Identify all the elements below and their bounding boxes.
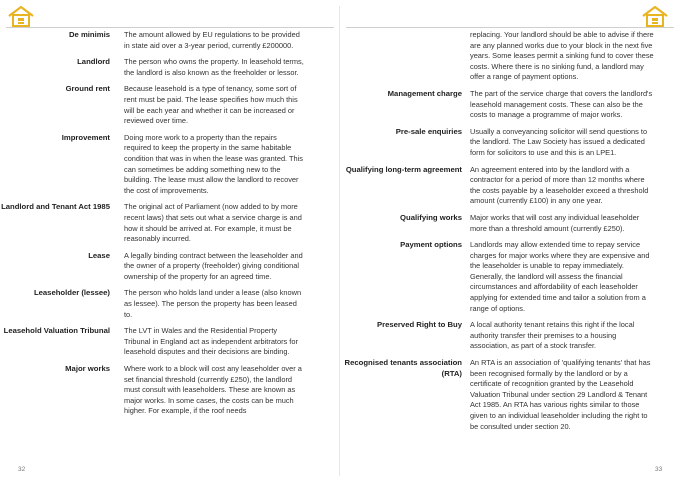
glossary-entry xyxy=(0,326,304,358)
glossary-entry xyxy=(340,358,654,432)
header-rule xyxy=(346,27,674,28)
glossary-definition: The person who owns the property. In leasehold terms, the landlord is also known as the freeholder or lessor. xyxy=(124,57,304,77)
house-logo-icon xyxy=(640,4,670,28)
glossary-definition: replacing. Your landlord should be able to advise if there are any planned works due to your block in the next five years. Some leases permit a sinking fund to cover these costs. Where there is no sinking fund, a landlord may offer a range of payment options. xyxy=(470,30,654,82)
glossary-term: Recognised tenants association (RTA) xyxy=(344,358,462,378)
glossary-term: Lease xyxy=(88,250,110,260)
right-page xyxy=(340,0,680,482)
glossary-entry xyxy=(0,84,304,126)
glossary-definition: Major works that will cost any individual leaseholder more than a threshold amount (currently £250). xyxy=(470,212,640,233)
glossary-list xyxy=(0,30,304,423)
glossary-definition: Doing more work to a property than the repairs required to keep the property in the same habitable condition that was in when the lease was granted. This can sometimes be adding something new to the building. The lease must allow the landlord to recover the cost of improvements. xyxy=(124,132,303,195)
glossary-term: Landlord xyxy=(77,57,110,67)
glossary-definition: The part of the service charge that covers the landlord's leasehold management costs. These can also be the costs to manage a programme of major works. xyxy=(470,88,653,120)
glossary-definition: A local authority tenant retains this right if the local authority transfer their premises to a housing association, as part of a stock transfer. xyxy=(470,320,635,351)
glossary-entry xyxy=(340,165,654,207)
glossary-entry xyxy=(340,213,654,234)
glossary-term: Qualifying long-term agreement xyxy=(345,164,462,174)
glossary-term xyxy=(340,30,470,83)
glossary-term: Preserved Right to Buy xyxy=(376,320,462,330)
glossary-entry xyxy=(340,320,654,352)
glossary-entry xyxy=(0,288,304,320)
glossary-definition: An agreement entered into by the landlord with a contractor for a period of more than 12 months where the costs payable by a leaseholder exceed a threshold amount (currently £100) in any one year. xyxy=(470,164,649,206)
glossary-entry xyxy=(340,127,654,159)
glossary-definition: Usually a conveyancing solicitor will send questions to the landlord. The Law Society has issued a dedicated form for solicitors to use and this is an LPE1. xyxy=(470,126,648,157)
glossary-term: Ground rent xyxy=(65,84,110,94)
glossary-entry xyxy=(0,133,304,197)
glossary-term: Leaseholder (lessee) xyxy=(33,288,110,298)
glossary-term: Major works xyxy=(65,364,110,374)
glossary-term: Leasehold Valuation Tribunal xyxy=(3,326,110,336)
glossary-entry xyxy=(0,30,304,51)
glossary-term: Qualifying works xyxy=(400,212,462,222)
glossary-entry xyxy=(0,202,304,244)
glossary-entry xyxy=(340,240,654,314)
page-number: 33 xyxy=(655,466,663,473)
glossary-term: Payment options xyxy=(400,240,462,250)
header-rule xyxy=(6,27,334,28)
glossary-term: De minimis xyxy=(68,30,110,39)
glossary-entry xyxy=(0,57,304,78)
house-logo-icon xyxy=(6,4,36,28)
page-number: 32 xyxy=(18,466,26,473)
glossary-entry xyxy=(0,251,304,283)
glossary-entry xyxy=(0,364,304,417)
glossary-definition: A legally binding contract between the leaseholder and the owner of a property (freeholder) giving conditional ownership of the property for an agreed time. xyxy=(124,250,303,281)
glossary-definition: Where work to a block will cost any leaseholder over a set financial threshold (currently £250), the landlord must consult with leaseholders. These are known as major works. In some cases, the costs can be much higher. For example, if the roof needs xyxy=(124,364,302,416)
glossary-term: Improvement xyxy=(61,132,110,142)
glossary-definition: The LVT in Wales and the Residential Property Tribunal in England act as independent arbitrators for leasehold disputes and their decisions are binding. xyxy=(124,326,298,357)
glossary-term: Management charge xyxy=(387,88,462,98)
glossary-definition: The original act of Parliament (now added to by more recent laws) that sets out what a service charge is and how it should be arrived at. For example, it must be reasonably incurred. xyxy=(124,202,302,244)
glossary-definition: The amount allowed by EU regulations to be provided in state aid over a 3-year period, currently £200000. xyxy=(124,30,300,50)
glossary-list xyxy=(340,30,654,438)
glossary-definition: Landlords may allow extended time to repay service charges for major works where they are expensive and the leaseholder is unable to repay immediately. Generally, the landlord will assess the financial circumstances and affordability of each leaseholder applying for extended time and tailor a solution from a range of options. xyxy=(470,240,650,313)
glossary-definition: Because leasehold is a type of tenancy, some sort of rent must be paid. The lease specifies how much this will be each year and whether it can be increased or reviewed over time. xyxy=(124,84,298,126)
glossary-entry xyxy=(340,30,654,83)
glossary-definition: The person who holds land under a lease (also known as lessee). The person the property has been leased to. xyxy=(124,288,302,319)
glossary-term: Landlord and Tenant Act 1985 xyxy=(1,202,110,212)
glossary-entry xyxy=(340,89,654,121)
glossary-term: Pre-sale enquiries xyxy=(395,126,462,136)
glossary-definition: An RTA is an association of 'qualifying tenants' that has been recognised formally by the landlord or by a certificate of recognition granted by the Leasehold Valuation Tribunal under section 29 Landlord & Tenant Act 1985. An RTA has various rights similar to those given to an individual leaseholder including the right to be consulted under section 20. xyxy=(470,358,651,431)
